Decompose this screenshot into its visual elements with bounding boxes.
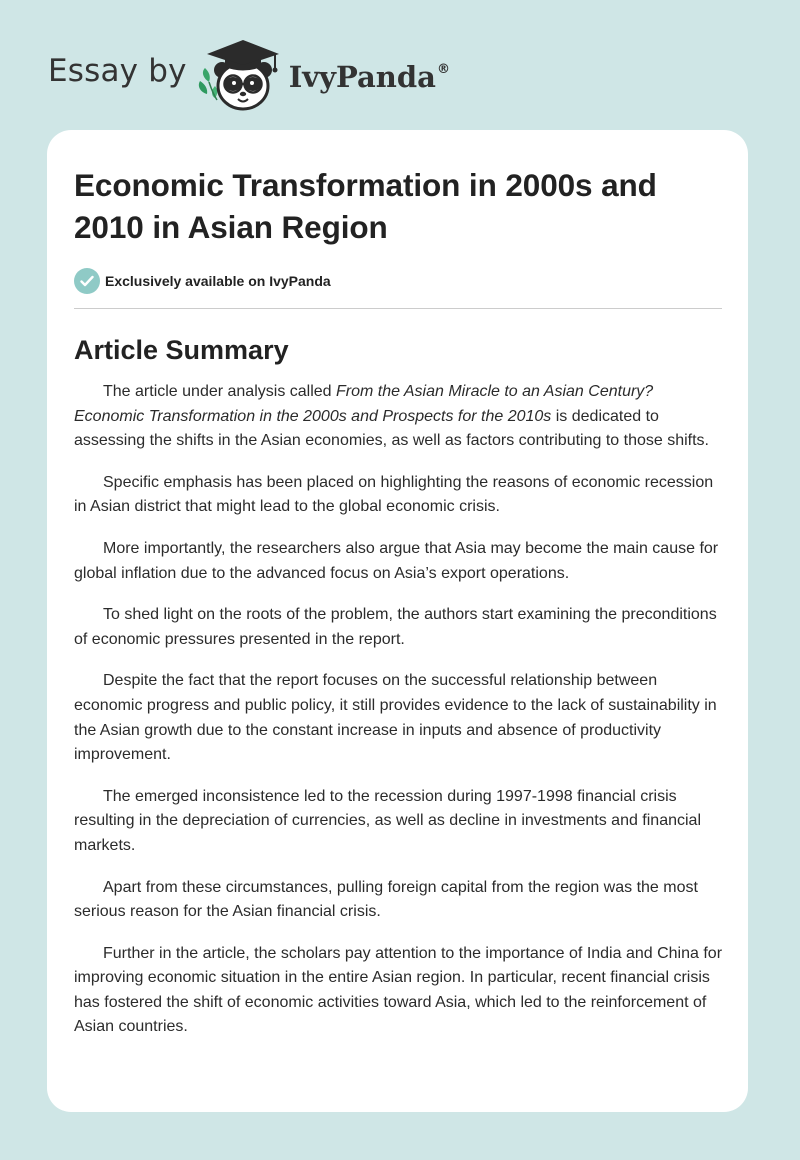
essay-card — [47, 130, 748, 1112]
brand-name-text: IvyPanda — [288, 60, 436, 94]
paragraph-4: To shed light on the roots of the problem, the authors start examining the preconditions of economic pressures presented in the report. — [74, 606, 717, 648]
paragraph-3: More importantly, the researchers also argue that Asia may become the main cause for global inflation due to the advanced focus on Asia’s export operations. — [74, 539, 719, 582]
checkmark-icon — [74, 268, 100, 294]
panda-graduate-logo-icon[interactable] — [195, 34, 287, 114]
paragraph-8: Further in the article, the scholars pay attention to the importance of India and China for improving economic situation in the entire Asian region. In particular, recent financial crisis has fostered the shift of economic activities toward Asia, which led to the reinforcement of Asian countries. — [74, 944, 723, 1036]
brand-prefix: Essay by — [48, 53, 187, 89]
paragraph-1 — [74, 380, 722, 454]
brand-header — [48, 34, 450, 114]
section-title: Article Summary — [74, 335, 289, 365]
exclusive-label: Exclusively available on IvyPanda — [105, 273, 331, 289]
paragraph-5: Despite the fact that the report focuses on the successful relationship between economic progress and public policy, it still provides evidence to the lack of sustainability in the Asian growth due to the constant increase in inputs and absence of productivity improvement. — [74, 672, 717, 764]
paragraph-6: The emerged inconsistence led to the recession during 1997-1998 financial crisis resulting in the depreciation of currencies, as well as decline in investments and financial markets. — [74, 787, 702, 854]
article-reference-title: From the Asian Miracle to an Asian Century? Economic Transformation in the 2000s and Prospects for the 2010s — [74, 383, 654, 425]
article-body — [74, 380, 722, 1040]
paragraph-1-tail: is dedicated to assessing the shifts in the Asian economies, as well as factors contributing to those shifts. — [74, 407, 709, 450]
registered-mark: ® — [436, 62, 450, 77]
brand-name[interactable] — [289, 60, 450, 94]
divider — [74, 308, 722, 309]
page-title: Economic Transformation in 2000s and 2010 in Asian Region — [74, 167, 657, 245]
exclusive-badge — [74, 267, 722, 295]
paragraph-1-lead: The article under analysis called — [103, 383, 337, 400]
paragraph-7: Apart from these circumstances, pulling foreign capital from the region was the most serious reason for the Asian financial crisis. — [74, 878, 698, 921]
paragraph-2: Specific emphasis has been placed on highlighting the reasons of economic recession in Asian district that might lead to the global economic crisis. — [74, 473, 714, 516]
ivy-leaf-icon — [199, 68, 217, 100]
